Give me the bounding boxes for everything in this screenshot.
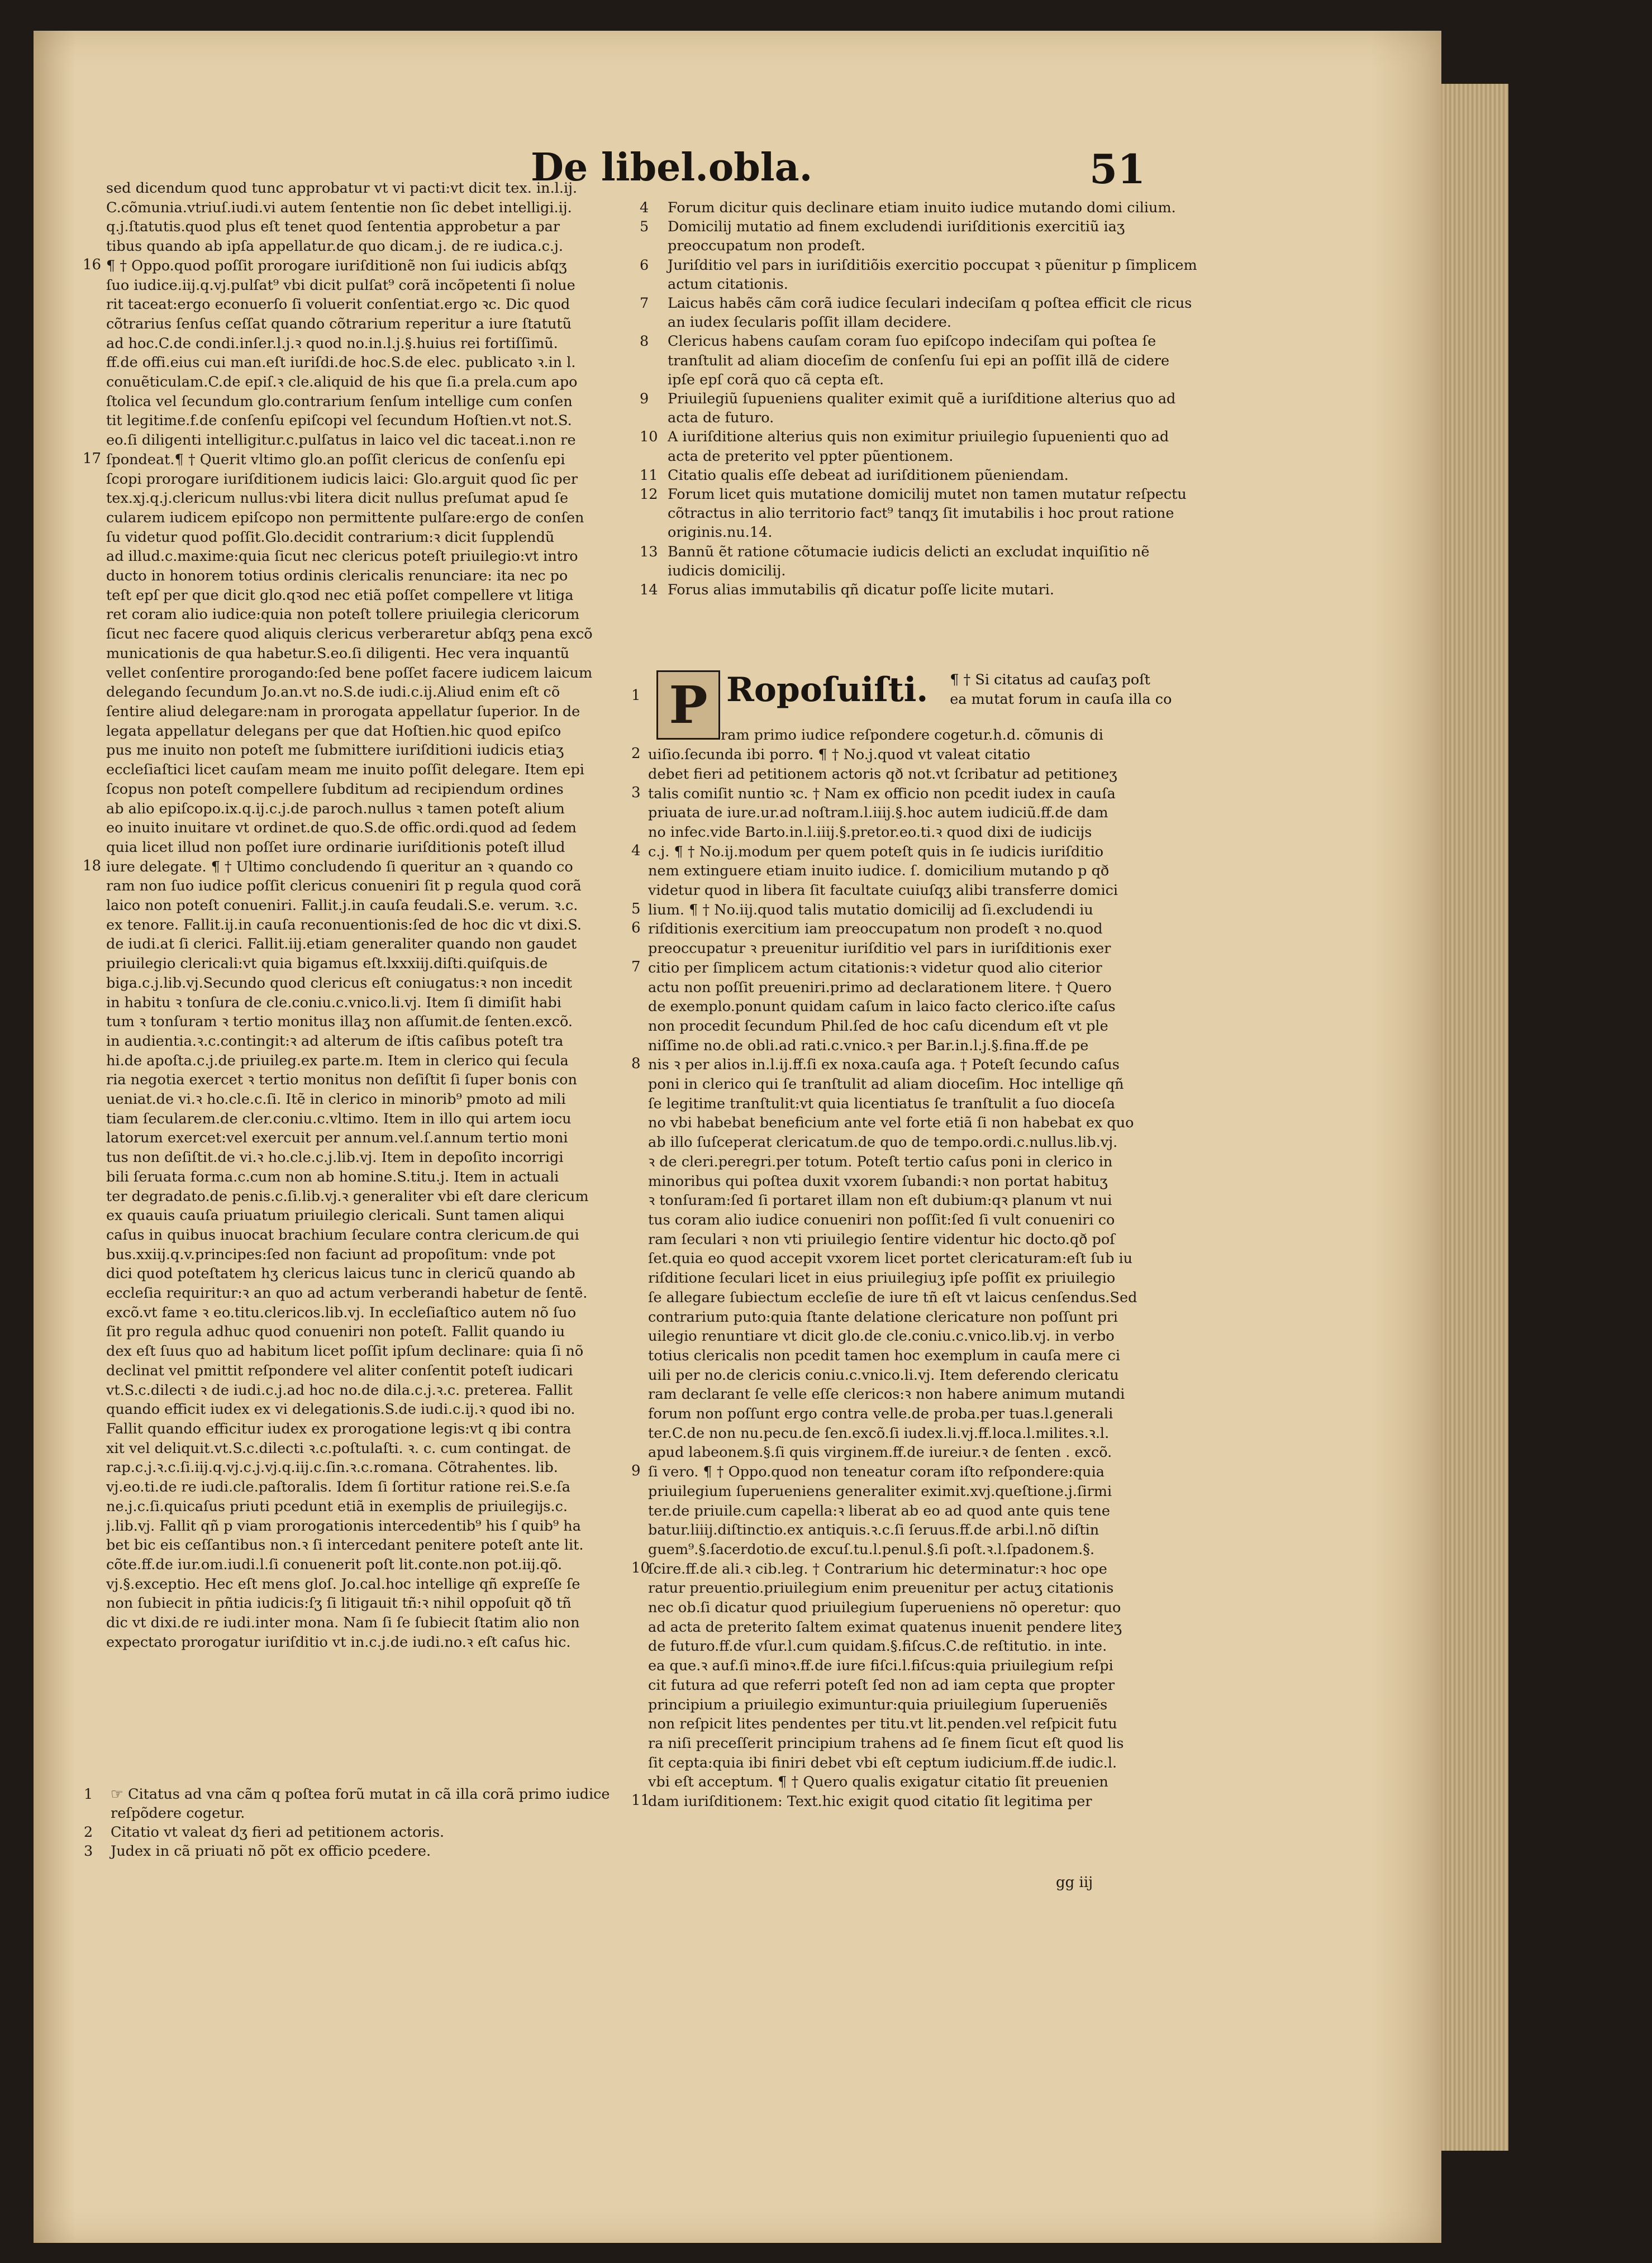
text-line: niſſime no.de obli.ad rati.c.vnico.ꝛ per Bar.in.l.j.§.fina.ff.de pe — [648, 1037, 1089, 1054]
text-line: xit vel deliquit.vt.S.c.dilecti ꝛ.c.poſtulaſti. ꝛ. c. cum contingat. de — [106, 1440, 571, 1457]
text-line: laico non poteſt conueniri. Fallit.j.in cauſa feudali.S.e. verum. ꝛ.c. — [106, 897, 578, 914]
summary-item — [84, 1823, 642, 1842]
text-line: non procedit ſecundum Phil.ſed de hoc caſu dicendum eſt vt ple — [648, 1017, 1108, 1035]
summary-number: 3 — [84, 1843, 93, 1860]
text-line: de exemplo.ponunt quidam caſum in laico facto clerico.iſte caſus — [648, 998, 1116, 1016]
text-line: in audientia.ꝛ.c.contingit:ꝛ ad alterum de iſtis caſibus poteſt tra — [106, 1032, 564, 1050]
text-line — [648, 707, 1184, 726]
text-line: ſe legitime tranſtulit:vt quia licentiatus ſe tranſtulit a ſuo dioceſa — [648, 1095, 1115, 1112]
margin-number: 18 — [83, 857, 102, 874]
margin-number: 6 — [631, 920, 641, 937]
text-line: riſditione ſeculari licet in eius priuilegiuʒ ipſe poſſit ex priuilegio — [648, 1270, 1116, 1287]
summary-item — [640, 294, 1198, 332]
text-line: vt.S.c.dilecti ꝛ de iudi.c.j.ad hoc no.de dila.c.j.ꝛ.c. preterea. Fallit — [106, 1381, 573, 1399]
summary-number: 13 — [640, 543, 658, 560]
text-line: vbi eſt acceptum. ¶ † Quero qualis exigatur citatio ſit preuenien — [648, 1774, 1108, 1791]
text-line — [648, 687, 1184, 707]
text-line: ueniat.de vi.ꝛ ho.cle.c.ſi. Itẽ in clerico in minorib⁹ pmoto ad mili — [106, 1091, 566, 1108]
summary-text: Forum dicitur quis declinare etiam inuito iudice mutando domi cilium. — [668, 199, 1176, 216]
text-line: priuata de iure.ur.ad noſtram.l.iiij.§.hoc autem iudiciũ.ff.de dam — [648, 804, 1108, 822]
text-line: ab alio epiſcopo.ix.q.ij.c.j.de paroch.nullus ꝛ tamen poteſt alium — [106, 800, 565, 817]
text-line: ra niſi preceſſerit principium trahens ad ſe finem ſicut eſt quod lis — [648, 1735, 1124, 1752]
text-line: ſcopi prorogare iuriſditionem iudicis laici: Glo.arguit quod ſic per — [106, 470, 578, 488]
summary-item — [84, 1785, 642, 1823]
text-line: ſet.quia eo quod accepit vxorem licet portet clericaturam:eſt ſub iu — [648, 1250, 1133, 1268]
text-line: tex.xj.q.j.clericum nullus:vbi litera dicit nullus preſumat apud ſe — [106, 490, 569, 507]
text-line: dex eſt ſuus quo ad habitum licet poſſit ipſum declinare: quia ſi nõ — [106, 1343, 584, 1360]
text-line: priuilegio clericali:vt quia bigamus eſt.lxxxiij.diſti.quiſquis.de — [106, 955, 548, 973]
text-line: Fallit quando efficitur iudex ex prorogatione legis:vt q ibi contra — [106, 1421, 572, 1437]
summary-text: Clericus habens cauſam coram ſuo epiſcopo indeciſam qui poſtea ſe tranſtulit ad aliam dioceſim de conſenſu ſui epi an poſſit illã de cidere ipſe epſ corã quo cã cepta eſt. — [668, 333, 1170, 388]
text-line: C.cõmunia.vtriuſ.iudi.vi autem ſententie non ſic debet intelligi.ij. — [106, 199, 572, 216]
margin-number: 9 — [631, 1462, 641, 1479]
summary-item — [640, 256, 1198, 294]
text-line: dici quod poteſtatem hʒ clericus laicus tunc in clericũ quando ab — [106, 1265, 575, 1283]
summary-text: Forus alias immutabilis qñ dicatur poſſe licite mutari. — [668, 582, 1054, 599]
text-line: ſpondeat.¶ † Querit vltimo glo.an poſſit clericus de conſenſu epi — [106, 451, 565, 468]
text-line: cõte.ff.de iur.om.iudi.l.ſi conuenerit poſt lit.conte.non pot.iij.qõ. — [106, 1556, 563, 1573]
text-line: ¶ † Oppo.quod poſſit prorogare iuriſditionẽ non ſui iudicis abſqʒ — [106, 257, 567, 274]
summary-number: 1 — [84, 1786, 93, 1803]
text-line: ducto in honorem totius ordinis clericalis renunciare: ita nec po — [106, 568, 568, 585]
text-line: j.lib.vj. Fallit qñ p viam prorogationis intercedentib⁹ his ſ quib⁹ ha — [106, 1517, 581, 1535]
summary-text: A iuriſditione alterius quis non eximitur priuilegio ſupuenienti quo ad acta de preterito vel ppter pũentionem. — [668, 428, 1169, 465]
text-line: vj.eo.ti.de re iudi.cle.paſtoralis. Idem ſi ſortitur ratione rei.S.e.ſa — [106, 1479, 570, 1496]
text-line: tus coram alio iudice conueniri non poſſit:ſed ſi vult conueniri co — [648, 1211, 1115, 1228]
margin-number: 4 — [631, 842, 641, 859]
summary-text: Forum licet quis mutatione domicilij mutet non tamen mutatur reſpectu cõtractus in alio territorio fact⁹ tanqʒ ſit imutabilis i hoc prout ratione originis.nu.14. — [668, 486, 1187, 541]
summary-number: 12 — [640, 486, 658, 503]
margin-number: 1 — [631, 687, 641, 704]
summary-item — [640, 542, 1198, 580]
text-line: ſentire aliud delegare:nam in prorogata appellatur ſuperior. In de — [106, 703, 580, 720]
text-line: c.j. ¶ † No.ij.modum per quem poteſt quis in ſe iudicis iuriſditio — [648, 843, 1104, 860]
summary-item — [84, 1842, 642, 1861]
text-line: cõtrarius ſenſus ceſſat quando cõtrarium reperitur a iure ſtatutũ — [106, 315, 572, 332]
text-line: de iudi.at ſi clerici. Fallit.iij.etiam generaliter quando non gaudet — [106, 936, 577, 953]
text-line: ram declarant ſe velle eſſe clericos:ꝛ non habere animum mutandi — [648, 1386, 1125, 1403]
text-line: guem⁹.§.ſacerdotio.de excuſ.tu.l.penul.§.ſi poſt.ꝛ.l.ſpadonem.§. — [648, 1541, 1095, 1558]
summary-item — [640, 332, 1198, 389]
text-line: principium a priuilegio eximuntur:quia priuilegium ſuperueniẽs — [648, 1696, 1108, 1713]
text-line: latorum exercet:vel exercuit per annum.vel.ſ.annum tertio moni — [106, 1130, 568, 1147]
margin-number: 17 — [83, 450, 102, 467]
text-line: totius clericalis non pcedit tamen hoc exemplum in cauſa mere ci — [648, 1347, 1121, 1364]
text-line: ad acta de preterito ſaltem eximat quatenus inuenit pendere liteʒ — [648, 1618, 1122, 1636]
margin-number: 3 — [631, 784, 641, 801]
summary-text: Juriſditio vel pars in iuriſditiõis exercitio poccupat ꝛ pũenitur p ſimplicem actum citationis. — [668, 256, 1197, 293]
text-line: tit legitime.f.de conſenſu epiſcopi vel ſecundum Hoſtien.vt not.S. — [106, 412, 572, 430]
text-line: forum non poſſunt ergo contra velle.de proba.per tuas.l.generali — [648, 1406, 1113, 1423]
text-line: minoribus qui poſtea duxit vxorem ſubandi:ꝛ non portat habituʒ — [648, 1173, 1108, 1190]
opening-tail-line: ¶ † Si citatus ad cauſaʒ poſt — [950, 671, 1150, 688]
summary-text: Bannũ ẽt ratione cõtumacie iudicis delicti an excludat inquiſitio nẽ iudicis domicilij. — [668, 543, 1150, 579]
text-line: ter.C.de non nu.pecu.de ſen.excõ.ſi iudex.li.vj.ff.loca.l.milites.ꝛ.l. — [648, 1425, 1110, 1442]
text-line: rap.c.j.ꝛ.c.ſi.iij.q.vj.c.j.vj.q.iij.c.ſin.ꝛ.c.romana. Cõtrahentes. lib. — [106, 1459, 558, 1476]
text-line: ram ſeculari ꝛ non vti priuilegio ſentire videntur hic docto.qð poſ — [648, 1231, 1115, 1248]
text-line: excõ.vt fame ꝛ eo.titu.clericos.lib.vj. In eccleſiaſtico autem nõ ſuo — [106, 1304, 577, 1321]
summary-item — [640, 217, 1198, 255]
text-line: nem extinguere etiam inuito iudice. ſ. domicilium mutando p qð — [648, 863, 1110, 880]
summary-text: ☞ Citatus ad vna cãm q poſtea forũ mutat in cã illa corã primo iudice reſpõdere cogetur. — [111, 1786, 610, 1822]
margin-number: 10 — [631, 1559, 650, 1576]
summary-text: Citatio qualis eſſe debeat ad iuriſditionem pũeniendam. — [668, 466, 1069, 484]
text-line: quando efficit iudex ex vi delegationis.S.de iudi.c.ij.ꝛ quod ibi no. — [106, 1401, 575, 1418]
text-line: vj.§.exceptio. Hec eſt mens gloſ. Jo.cal.hoc intellige qñ expreſſe ſe — [106, 1575, 580, 1593]
text-line: ex tenore. Fallit.ij.in cauſa reconuentionis:ſed de hoc dic vt dixi.S. — [106, 916, 582, 933]
text-line: ſuo iudice.iij.q.vj.pulſat⁹ vbi dicit pulſat⁹ corã incõpetenti ſi nolue — [106, 277, 575, 294]
text-line: q.j.ſtatutis.quod plus eſt tenet quod ſententia approbetur a par — [106, 218, 560, 236]
text-line: uili per no.de clericis coniu.c.vnico.li.vj. Item deferendo clericatu — [648, 1366, 1119, 1384]
summary-text: Laicus habẽs cãm corã iudice ſeculari indeciſam q poſtea efficit cle ricus an iudex ſecularis poſſit illam decidere. — [668, 295, 1192, 331]
text-line: nec ob.ſi dicatur quod priuilegium ſuperueniens nõ operetur: quo — [648, 1599, 1121, 1617]
summary-text: Priuilegiũ ſupueniens qualiter eximit quẽ a iuriſditione alterius quo ad acta de futuro. — [668, 390, 1176, 427]
text-line: bet bic eis ceſſantibus non.ꝛ ſi intercedant penitere poteſt ante lit. — [106, 1537, 584, 1554]
text-line: ram primo iudice reſpondere cogetur.h.d. cõmunis di — [721, 727, 1103, 744]
summary-item — [640, 389, 1198, 427]
summary-number: 5 — [640, 218, 649, 236]
summary-number: 6 — [640, 256, 649, 274]
text-line: ne.j.c.ſi.quicaſus priuti pcedunt etiã in exemplis de priuilegijs.c. — [106, 1498, 568, 1515]
summary-item — [640, 485, 1198, 542]
text-line: preoccupatur ꝛ preuenitur iuriſditio vel pars in iuriſditionis exer — [648, 940, 1111, 957]
text-line: ꝛ de cleri.peregri.per totum. Poteſt tertio caſus poni in clerico in — [648, 1153, 1113, 1170]
text-line: non ſubiecit in pñtia iudicis:ſʒ ſi litigauit tñ:ꝛ nihil oppoſuit qð tñ — [106, 1595, 572, 1612]
text-line: delegando ſecundum Jo.an.vt no.S.de iudi.c.ij.Aliud enim eſt cõ — [106, 684, 560, 701]
text-line: declinat vel pmittit reſpondere vel aliter conſentit poteſt iudicari — [106, 1362, 573, 1379]
text-line: rit taceat:ergo econuerſo ſi voluerit conſentiat.ergo ꝛc. Dic quod — [106, 296, 570, 313]
text-line: teſt epſ per que dicit glo.qꝛod nec etiã poſſet compellere vt litiga — [106, 587, 574, 604]
text-line: lium. ¶ † No.iij.quod talis mutatio domicilij ad ſi.excludendi iu — [648, 901, 1093, 918]
text-line: tiam ſecularem.de cler.coniu.c.vltimo. Item in illo qui artem iocu — [106, 1110, 572, 1127]
summary-number: 8 — [640, 333, 649, 350]
margin-number: 11 — [631, 1792, 650, 1809]
summary-item — [640, 427, 1198, 465]
text-line: vellet conſentire prorogando:ſed bene poſſet facere iudicem laicum — [106, 664, 593, 682]
text-line: conuẽticulam.C.de epiſ.ꝛ cle.aliquid de his que ſi.a prela.cum apo — [106, 374, 578, 391]
text-line: ꝛ tonſuram:ſed ſi portaret illam non eſt dubium:qꝛ planum vt nui — [648, 1192, 1112, 1209]
text-line: dam iuriſditionem: Text.hic exigit quod citatio ſit legitima per — [648, 1793, 1092, 1811]
text-line: sed dicendum quod tunc approbatur vt vi pacti:vt dicit tex. in.l.ij. — [106, 180, 578, 197]
text-line: in habitu ꝛ tonſura de cle.coniu.c.vnico.li.vj. Item ſi dimiſit habi — [106, 994, 561, 1011]
text-line: talis comiſit nuntio ꝛc. † Nam ex officio non pcedit iudex in cauſa — [648, 785, 1116, 802]
text-line: ſicut nec facere quod aliquis clericus verberaretur abſqʒ pena excõ — [106, 626, 593, 643]
summary-number: 14 — [640, 582, 658, 599]
text-line: actu non poſſit preueniri.primo ad declarationem litere. † Quero — [648, 979, 1112, 996]
text-line: poni in clerico qui ſe tranſtulit ad aliam dioceſim. Hoc intellige qñ — [648, 1076, 1124, 1093]
text-line: uilegio renuntiare vt dicit glo.de cle.coniu.c.vnico.lib.vj. in verbo — [648, 1328, 1115, 1345]
text-line: dic vt dixi.de re iudi.inter mona. Nam ſi ſe ſubiecit ſtatim alio non — [106, 1614, 580, 1632]
text-line: caſus in quibus inuocat brachium ſeculare contra clericum.de qui — [106, 1226, 579, 1244]
text-line: biga.c.j.lib.vj.Secundo quod clericus eſt coniugatus:ꝛ non incedit — [106, 974, 573, 992]
left-column-text — [106, 179, 637, 1652]
text-line: de futuro.ff.de vſur.l.cum quidam.§.fiſcus.C.de reſtitutio. in inte. — [648, 1638, 1107, 1655]
text-line: ſit cepta:quia ibi finiri debet vbi eſt ceptum iudicium.ff.de iudic.l. — [648, 1754, 1117, 1771]
summary-number: 11 — [640, 466, 658, 484]
text-line: ad illud.c.maxime:quia ſicut nec clericus poteſt priuilegio:vt intro — [106, 548, 578, 565]
text-line: ter degradato.de penis.c.ſi.lib.vj.ꝛ generaliter vbi eſt dare clericum — [106, 1188, 589, 1205]
text-line: ter.de priuile.cum capella:ꝛ liberat ab eo ad quod ante quis tene — [648, 1502, 1110, 1519]
folio-number: 51 — [1089, 145, 1146, 193]
text-line: eo inuito inuitare vt ordinet.de quo.S.de offic.ordi.quod ad ſedem — [106, 820, 577, 837]
summary-number: 7 — [640, 295, 649, 312]
text-line: tus non deſiſtit.de vi.ꝛ ho.cle.c.j.lib.vj. Item in depoſito incorrigi — [106, 1149, 564, 1166]
margin-number: 5 — [631, 900, 641, 917]
summary-number: 4 — [640, 199, 649, 216]
text-line: bili ſeruata forma.c.cum non ab homine.S.titu.j. Item in actuali — [106, 1168, 559, 1185]
summary-number: 9 — [640, 390, 649, 408]
text-line: debet fieri ad petitionem actoris qð not.vt ſcribatur ad petitioneʒ — [648, 765, 1117, 783]
text-line: non reſpicit lites pendentes per titu.vt lit.penden.vel reſpicit futu — [648, 1716, 1117, 1733]
text-line: pus me inuito non poteſt me ſubmittere iuriſditioni iudicis etiaʒ — [106, 742, 564, 759]
text-line: eccleſiaſtici licet cauſam meam me inuito poſſit delegare. Item epi — [106, 761, 584, 779]
summary-text: Citatio vt valeat dʒ fieri ad petitionem actoris. — [111, 1824, 445, 1841]
text-line: ram non ſuo iudice poſſit clericus conueniri ſit p regula quod corã — [106, 878, 582, 895]
summary-item — [640, 198, 1198, 217]
text-line: apud labeonem.§.ſi quis virginem.ff.de iureiur.ꝛ de ſenten . excõ. — [648, 1444, 1112, 1461]
text-line: bus.xxiij.q.v.principes:ſed non faciunt ad propoſitum: vnde pot — [106, 1246, 555, 1263]
summary-number: 2 — [84, 1824, 93, 1841]
text-line: no vbi habebat beneficium ante vel forte etiã ſi non habebat ex quo — [648, 1114, 1134, 1132]
text-line: ſcopus non poteſt compellere ſubditum ad recipiendum ordines — [106, 780, 564, 798]
summary-item — [640, 466, 1198, 485]
text-line: riſditionis exercitium iam preoccupatum non prodeſt ꝛ no.quod — [648, 921, 1103, 938]
margin-number: 2 — [631, 745, 641, 763]
text-line: ab illo ſuſceperat clericatum.de quo de tempo.ordi.c.nullus.lib.vj. — [648, 1134, 1118, 1151]
running-head: De libel.obla. — [531, 145, 813, 190]
text-line: hi.de apoſta.c.j.de priuileg.ex parte.m. Item in clerico qui ſecula — [106, 1052, 569, 1069]
text-line: eccleſia requiritur:ꝛ an quo ad actum verberandi habetur de ſentẽ. — [106, 1285, 588, 1302]
right-summary-list — [640, 198, 1198, 599]
text-line: batur.liiij.diſtinctio.ex antiquis.ꝛ.c.ſi ſeruus.ff.de arbi.l.nõ diſtin — [648, 1522, 1099, 1539]
text-line: ſcire.ff.de ali.ꝛ cib.leg. † Contrarium hic determinatur:ꝛ hoc ope — [648, 1560, 1107, 1578]
summary-number: 10 — [640, 428, 658, 446]
text-line: priuilegium ſuperueniens generaliter eximit.xvj.queſtione.j.ſirmi — [648, 1483, 1112, 1500]
text-line: municationis de qua habetur.S.eo.ſi diligenti. Hec vera inquantũ — [106, 645, 570, 662]
text-line: eo.ſi diligenti intelligitur.c.pulſatus in laico vel dic taceat.i.non re — [106, 432, 576, 449]
opening-tail-line: ea mutat forum in cauſa illa co — [950, 690, 1172, 708]
summary-text: Domicilij mutatio ad finem excludendi iuriſditionis exercitiũ iaʒ preoccupatum non prodeſt. — [668, 218, 1125, 255]
text-line: legata appellatur delegans per que dat Hoſtien.hic quod epiſco — [106, 722, 561, 740]
text-line: ſit pro regula adhuc quod conueniri non poteſt. Fallit quando iu — [106, 1323, 565, 1341]
margin-number: 7 — [631, 958, 641, 975]
text-line: tum ꝛ tonſuram ꝛ tertio monitus illaʒ non aſſumit.de ſenten.excõ. — [106, 1013, 573, 1031]
text-line: tibus quando ab ipſa appellatur.de quo dicam.j. de re iudica.c.j. — [106, 238, 564, 255]
summary-text: Judex in cã priuati nõ põt ex officio pcedere. — [111, 1843, 431, 1860]
text-line: no infec.vide Barto.in.l.iiij.§.pretor.eo.ti.ꝛ quod dixi de iudicijs — [648, 823, 1092, 841]
text-line: ſu videtur quod poſſit.Glo.decidit contrarium:ꝛ dicit ſupplendũ — [106, 528, 555, 546]
left-summary-list — [84, 1785, 642, 1861]
text-line: ſe allegare ſubiectum eccleſie de iure tñ eſt vt laicus cenſendus.Sed — [648, 1289, 1137, 1306]
text-line: ria negotia exercet ꝛ tertio monitus non deſiſtit ſi ſuper bonis con — [106, 1071, 577, 1089]
text-line: cit futura ad que referri poteſt ſed non ad iam cepta que propter — [648, 1676, 1115, 1694]
text-line: ff.de offi.eius cui man.eſt iuriſdi.de hoc.S.de elec. publicato ꝛ.in l. — [106, 354, 576, 371]
margin-number: 16 — [83, 256, 102, 273]
summary-item — [640, 580, 1198, 599]
text-line: citio per ſimplicem actum citationis:ꝛ videtur quod alio citerior — [648, 959, 1102, 976]
text-line: ſtolica vel ſecundum glo.contrarium ſenſum intellige cum conſen — [106, 393, 573, 410]
text-line: nis ꝛ per alios in.l.ij.ff.ſi ex noxa.cauſa aga. † Poteſt ſecundo caſus — [648, 1056, 1120, 1074]
text-line: ad hoc.C.de condi.inſer.l.j.ꝛ quod no.in.l.j.§.huius rei fortiſſimũ. — [106, 335, 558, 352]
text-line: ſi vero. ¶ † Oppo.quod non teneatur coram iſto reſpondere:quia — [648, 1464, 1104, 1481]
text-line: iure delegate. ¶ † Ultimo concludendo ſi queritur an ꝛ quando co — [106, 858, 573, 875]
opening-word-text: Ropoſuiſti. — [726, 670, 929, 709]
right-body-text — [648, 687, 1184, 1812]
text-line: quia licet illud non poſſet iure ordinarie iuriſditionis poteſt illud — [106, 838, 565, 856]
text-line: ret coram alio iudice:quia non poteſt tollere priuilegia clericorum — [106, 606, 580, 623]
book-page-edges — [1441, 84, 1508, 2151]
text-line: ratur preuentio.priuilegium enim preuenitur per actuʒ citationis — [648, 1580, 1114, 1597]
text-line: uiſio.ſecunda ibi porro. ¶ † No.j.quod vt valeat citatio — [648, 746, 1031, 764]
margin-number: 8 — [631, 1055, 641, 1073]
text-line: ex quauis cauſa priuatum priuilegio clericali. Sunt tamen aliqui — [106, 1207, 564, 1225]
signature-mark: gg iij — [1056, 1874, 1093, 1891]
text-line: videtur quod in libera ſit facultate cuiuſqʒ alibi transferre domici — [648, 882, 1118, 899]
text-line: ea que.ꝛ auf.ſi minoꝛ.ff.de iure fiſci.l.fiſcus:quia priuilegium reſpi — [648, 1657, 1113, 1675]
text-line: cularem iudicem epiſcopo non permittente pulſare:ergo de conſen — [106, 509, 584, 526]
text-line: contrarium puto:quia ſtante delatione clericature non poſſunt pri — [648, 1308, 1118, 1326]
text-line: expectato prorogatur iuriſditio vt in.c.j.de iudi.no.ꝛ eſt caſus hic. — [106, 1633, 571, 1651]
decorated-initial: P — [656, 670, 720, 740]
